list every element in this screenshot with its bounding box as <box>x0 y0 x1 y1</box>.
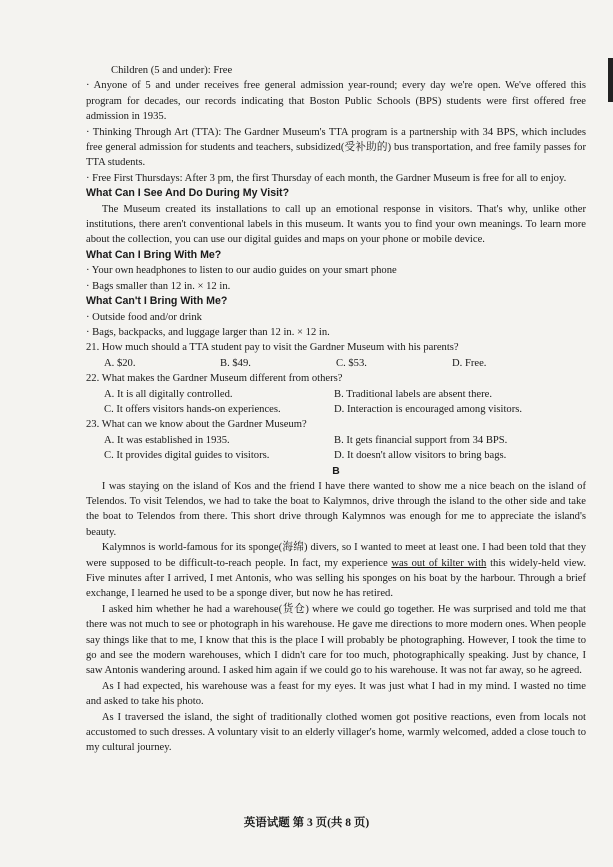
option-d: D. Free. <box>452 357 487 369</box>
option-b: B. It gets financial support from 34 BPS. <box>334 434 508 446</box>
heading-cant-bring: What Can't I Bring With Me? <box>86 295 228 308</box>
p2-text-b: this widely-held view. Five minutes after I arrived, I met Antonis, who was selling his sponges on his boat by the harbour. Through a brief exchange, I learned he used to be a sponge diver, but now he has retired. <box>86 557 587 600</box>
option-a: A. It is all digitally controlled. <box>104 388 233 400</box>
p2-text-a: Kalymnos is world-famous for its sponge(海绵) divers, so I wanted to meet at least one. I had been told that they were supposed to be difficult-to-reach people. In fact, my experience <box>86 542 586 569</box>
can-bring-item: · Bags smaller than 12 in. × 12 in. <box>86 280 231 292</box>
option-b: B. $49. <box>220 357 251 369</box>
option-c: C. It offers visitors hands-on experiences. <box>104 403 281 415</box>
option-d: D. Interaction is encouraged among visitors. <box>334 403 522 415</box>
page-content <box>86 63 586 756</box>
question-23-options-row1 <box>86 433 586 448</box>
passage-b-paragraph-5: As I traversed the island, the sight of traditionally clothed women got positive reactions, even from locals not accustomed to such dresses. A voluntary visit to an elderly villager's home, warmly welcomed, added a close touch to my cultural journey. <box>86 711 586 754</box>
heading-see-do: What Can I See And Do During My Visit? <box>86 187 290 200</box>
bullet-free-admission: · Anyone of 5 and under receives free general admission year-round; every day we're open. We've offered this program for decades, our records indicating that Boston Public Schools (BPS) students were first offered free admission in 1935. <box>86 80 586 123</box>
question-23-stem: 23. What can we know about the Gardner Museum? <box>86 419 307 431</box>
heading-can-bring: What Can I Bring With Me? <box>86 248 222 261</box>
can-bring-item: · Your own headphones to listen to our audio guides on your smart phone <box>86 265 397 277</box>
bullet-free-thursdays: · Free First Thursdays: After 3 pm, the first Thursday of each month, the Gardner Museum is free for all to enjoy. <box>86 172 567 184</box>
passage-b-paragraph-2 <box>86 540 586 602</box>
option-a: A. $20. <box>104 357 136 369</box>
cant-bring-item: · Outside food and/or drink <box>86 311 202 323</box>
question-22-options-row1 <box>86 387 586 402</box>
option-c: C. $53. <box>336 357 367 369</box>
option-d: D. It doesn't allow visitors to bring bags. <box>334 450 507 462</box>
question-21-stem: 21. How much should a TTA student pay to visit the Gardner Museum with his parents? <box>86 342 459 354</box>
binding-mark <box>608 58 613 102</box>
page-footer: 英语试题 第 3 页(共 8 页) <box>243 817 370 829</box>
option-c: C. It provides digital guides to visitors. <box>104 450 270 462</box>
children-line: Children (5 and under): Free <box>111 65 233 76</box>
question-21-options <box>86 356 586 371</box>
question-23-options-row2 <box>86 448 586 463</box>
underlined-phrase: was out of kilter with <box>391 557 487 569</box>
question-22-stem: 22. What makes the Gardner Museum different from others? <box>86 373 343 385</box>
section-b-label: B <box>332 465 340 477</box>
cant-bring-item: · Bags, backpacks, and luggage larger than 12 in. × 12 in. <box>86 326 330 338</box>
passage-b-paragraph-1: I was staying on the island of Kos and the friend I have there wanted to show me a nice beach on the island of Telendos. To visit Telendos, we had to take the boat to Kalymnos, drive through the island to the other side and take the boat to Telendos from there. This short drive through Kalymnos was enough for me to appreciate the island's beauty. <box>86 480 586 538</box>
passage-b-paragraph-3: I asked him whether he had a warehouse(货仓) where we could go together. He was surprised and told me that there was not much to see or photograph in his warehouse. He gave me directions to more modern ones. When people say things like that to me, I know that this is the place I will probably be photographing. However, I took the time to go and see the modern warehouses, which I didn't care for too much, photographically speaking. Just by chance, I saw Antonis wandering around. I asked him again if we could go to his warehouse. It was not far away, so he agreed. <box>86 603 586 677</box>
see-do-paragraph: The Museum created its installations to call up an emotional response in visitors. That's why, unlike other institutions, there aren't conventional labels in this museum. It wants you to find your own meanings. To learn more about the collection, you can use our digital guides and maps on your phone or mobile device. <box>86 203 586 246</box>
option-a: A. It was established in 1935. <box>104 434 230 446</box>
question-22-options-row2 <box>86 402 586 417</box>
passage-b-paragraph-4: As I had expected, his warehouse was a feast for my eyes. It was just what I had in my mind. I wasted no time and asked to take his photo. <box>86 680 586 708</box>
option-b: B. Traditional labels are absent there. <box>334 388 492 400</box>
bullet-tta: · Thinking Through Art (TTA): The Gardner Museum's TTA program is a partnership with 34 BPS, which includes free general admission for students and teachers, subsidized(受补助的) bus transportation, and free family passes for TTA students. <box>86 126 586 169</box>
